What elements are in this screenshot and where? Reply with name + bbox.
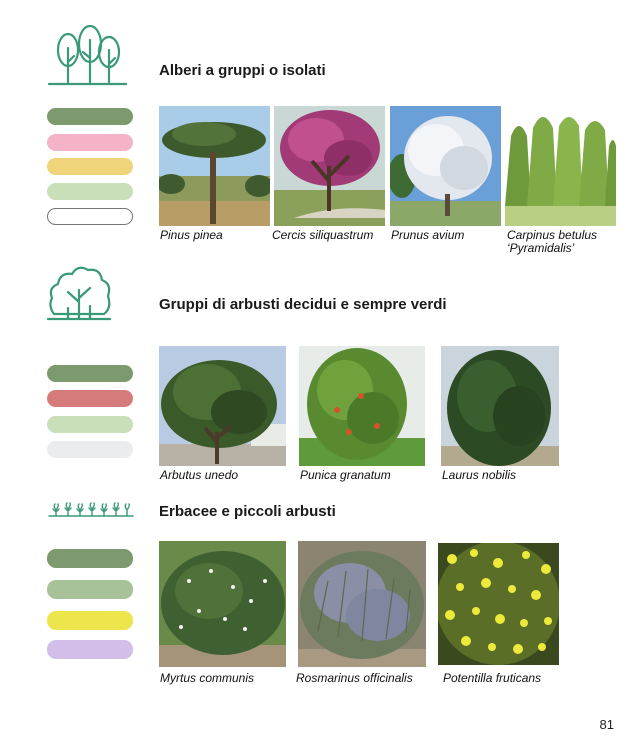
color-swatch [47, 183, 133, 200]
section-title-shrubs: Gruppi di arbusti decidui e sempre verdi [159, 296, 447, 313]
photo-caption: Carpinus betulus ‘Pyramidalis’ [507, 228, 598, 255]
photo-caption: Cercis siliquastrum [272, 228, 374, 242]
shrubs-icon [46, 262, 112, 322]
photo-caption: Laurus nobilis [442, 468, 517, 482]
rosemary-photo [298, 541, 426, 667]
photo-caption: Punica granatum [300, 468, 391, 482]
photo-caption: Pinus pinea [160, 228, 223, 242]
color-swatch [47, 640, 133, 659]
photo-caption: Arbutus unedo [160, 468, 239, 482]
color-swatch [47, 365, 133, 382]
section-title-trees: Alberi a gruppi o isolati [159, 62, 326, 79]
photo-caption: Prunus avium [391, 228, 465, 242]
color-swatch [47, 580, 133, 599]
color-swatch [47, 611, 133, 630]
color-swatch [47, 549, 133, 568]
herbaceous-icon [48, 502, 134, 518]
judas-tree-photo [274, 106, 385, 226]
photo-caption: Myrtus communis [160, 671, 255, 685]
color-swatch [47, 158, 133, 175]
color-swatch [47, 208, 133, 225]
trees-icon [46, 24, 128, 88]
myrtle-photo [159, 541, 286, 667]
color-swatch [47, 108, 133, 125]
pomegranate-photo [299, 346, 425, 466]
color-swatch [47, 134, 133, 151]
strawberry-tree-photo [159, 346, 286, 466]
color-swatch [47, 390, 133, 407]
color-swatch [47, 416, 133, 433]
wild-cherry-photo [390, 106, 501, 226]
color-swatch [47, 441, 133, 458]
photo-caption: Rosmarinus officinalis [296, 671, 413, 685]
photo-caption: Potentilla fruticans [443, 671, 542, 685]
umbrella-pine-photo [159, 106, 270, 226]
section-title-herbaceous: Erbacee e piccoli arbusti [159, 503, 336, 520]
bay-laurel-photo [441, 346, 559, 466]
page-number: 81 [599, 717, 614, 732]
hornbeam-row-photo [505, 106, 616, 226]
potentilla-photo [438, 543, 559, 665]
